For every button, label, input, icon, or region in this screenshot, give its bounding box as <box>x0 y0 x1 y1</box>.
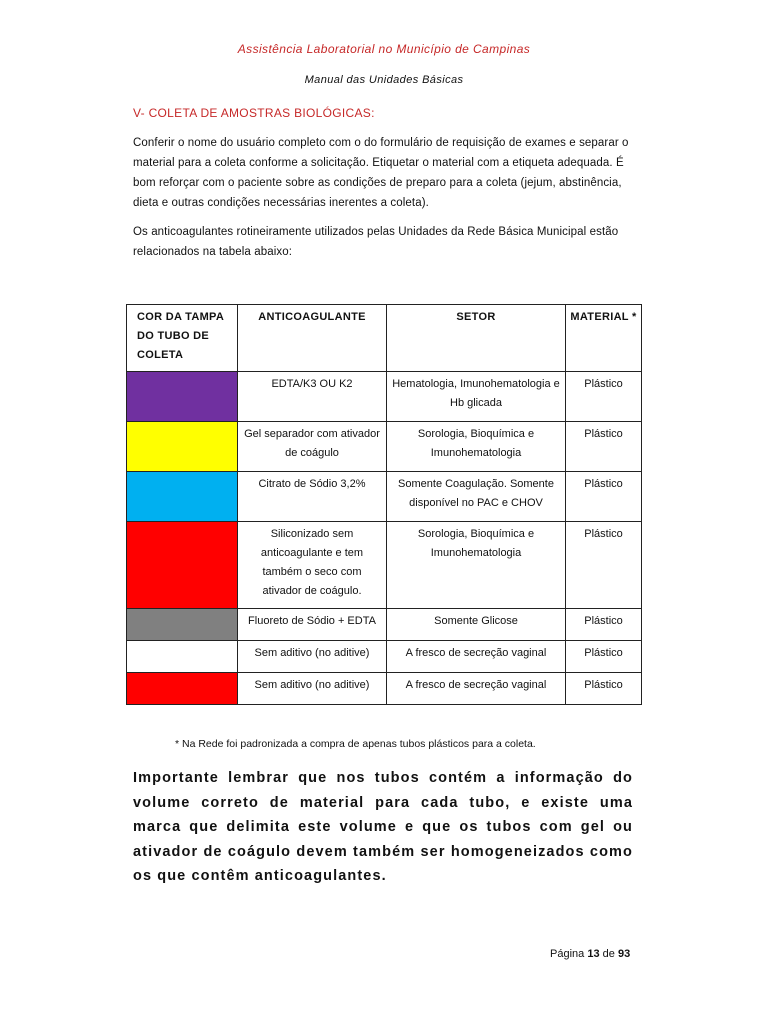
table-row <box>127 609 642 641</box>
table-header-row <box>127 305 642 372</box>
header-anticoagulant: ANTICOAGULANTE <box>238 305 387 372</box>
cell-sector: Somente Coagulação. Somente disponível no PAC e CHOV <box>387 472 566 522</box>
page-label: Página <box>550 948 585 960</box>
table-row <box>127 641 642 673</box>
page-current: 13 <box>587 948 600 960</box>
header-sector: SETOR <box>387 305 566 372</box>
cell-sector: Sorologia, Bioquímica e Imunohematologia <box>387 522 566 609</box>
section-title: V- COLETA DE AMOSTRAS BIOLÓGICAS: <box>133 106 375 120</box>
cap-color-swatch <box>127 472 238 522</box>
cell-material: Plástico <box>566 609 642 641</box>
cap-color-swatch <box>127 372 238 422</box>
cap-color-swatch <box>127 609 238 641</box>
footnote: * Na Rede foi padronizada a compra de apenas tubos plásticos para a coleta. <box>175 738 536 750</box>
cell-material: Plástico <box>566 673 642 705</box>
header-material: MATERIAL * <box>566 305 642 372</box>
cell-anticoagulant: Sem aditivo (no aditive) <box>238 673 387 705</box>
cell-anticoagulant: Fluoreto de Sódio + EDTA <box>238 609 387 641</box>
paragraph-instructions: Conferir o nome do usuário completo com o do formulário de requisição de exames e separar o material para a coleta conforme a solicitação. Etiquetar o material com a etiqueta adequada. É bom reforçar com o paciente sobre as condições de preparo para a coleta (jejum, abstinência, dieta e outras condições necessárias inerentes a coleta). <box>133 137 629 209</box>
cell-material: Plástico <box>566 422 642 472</box>
cell-anticoagulant: EDTA/K3 OU K2 <box>238 372 387 422</box>
cell-sector: Hematologia, Imunohematologia e Hb glicada <box>387 372 566 422</box>
cap-color-swatch <box>127 422 238 472</box>
table-row <box>127 673 642 705</box>
cell-material: Plástico <box>566 472 642 522</box>
table-body <box>127 372 642 705</box>
cap-color-swatch <box>127 641 238 673</box>
document-header-subtitle: Manual das Unidades Básicas <box>304 74 464 86</box>
page-number <box>550 948 630 960</box>
cell-sector: A fresco de secreção vaginal <box>387 673 566 705</box>
header-cap-color: COR DA TAMPA DO TUBO DE COLETA <box>127 305 238 372</box>
paragraph-anticoagulants-intro: Os anticoagulantes rotineiramente utilizados pelas Unidades da Rede Básica Municipal estão relacionados na tabela abaixo: <box>133 226 619 258</box>
cell-sector: Somente Glicose <box>387 609 566 641</box>
table-row <box>127 472 642 522</box>
important-note: Importante lembrar que nos tubos contém a informação do volume correto de material para cada tubo, e existe uma marca que delimita este volume e que os tubos com gel ou ativador de coágulo devem também ser homogeneizados como os que contêm anticoagulantes. <box>133 770 633 884</box>
cell-material: Plástico <box>566 641 642 673</box>
anticoagulant-table <box>126 304 642 705</box>
cap-color-swatch <box>127 673 238 705</box>
table-row <box>127 522 642 609</box>
cell-sector: A fresco de secreção vaginal <box>387 641 566 673</box>
cell-anticoagulant: Siliconizado sem anticoagulante e tem também o seco com ativador de coágulo. <box>238 522 387 609</box>
table-row <box>127 422 642 472</box>
cell-material: Plástico <box>566 522 642 609</box>
table-row <box>127 372 642 422</box>
cap-color-swatch <box>127 522 238 609</box>
page-of: de <box>602 948 615 960</box>
cell-anticoagulant: Gel separador com ativador de coágulo <box>238 422 387 472</box>
page-total: 93 <box>617 948 631 960</box>
cell-material: Plástico <box>566 372 642 422</box>
document-header-title: Assistência Laboratorial no Município de Campinas <box>237 42 531 56</box>
cell-anticoagulant: Citrato de Sódio 3,2% <box>238 472 387 522</box>
cell-sector: Sorologia, Bioquímica e Imunohematologia <box>387 422 566 472</box>
cell-anticoagulant: Sem aditivo (no aditive) <box>238 641 387 673</box>
